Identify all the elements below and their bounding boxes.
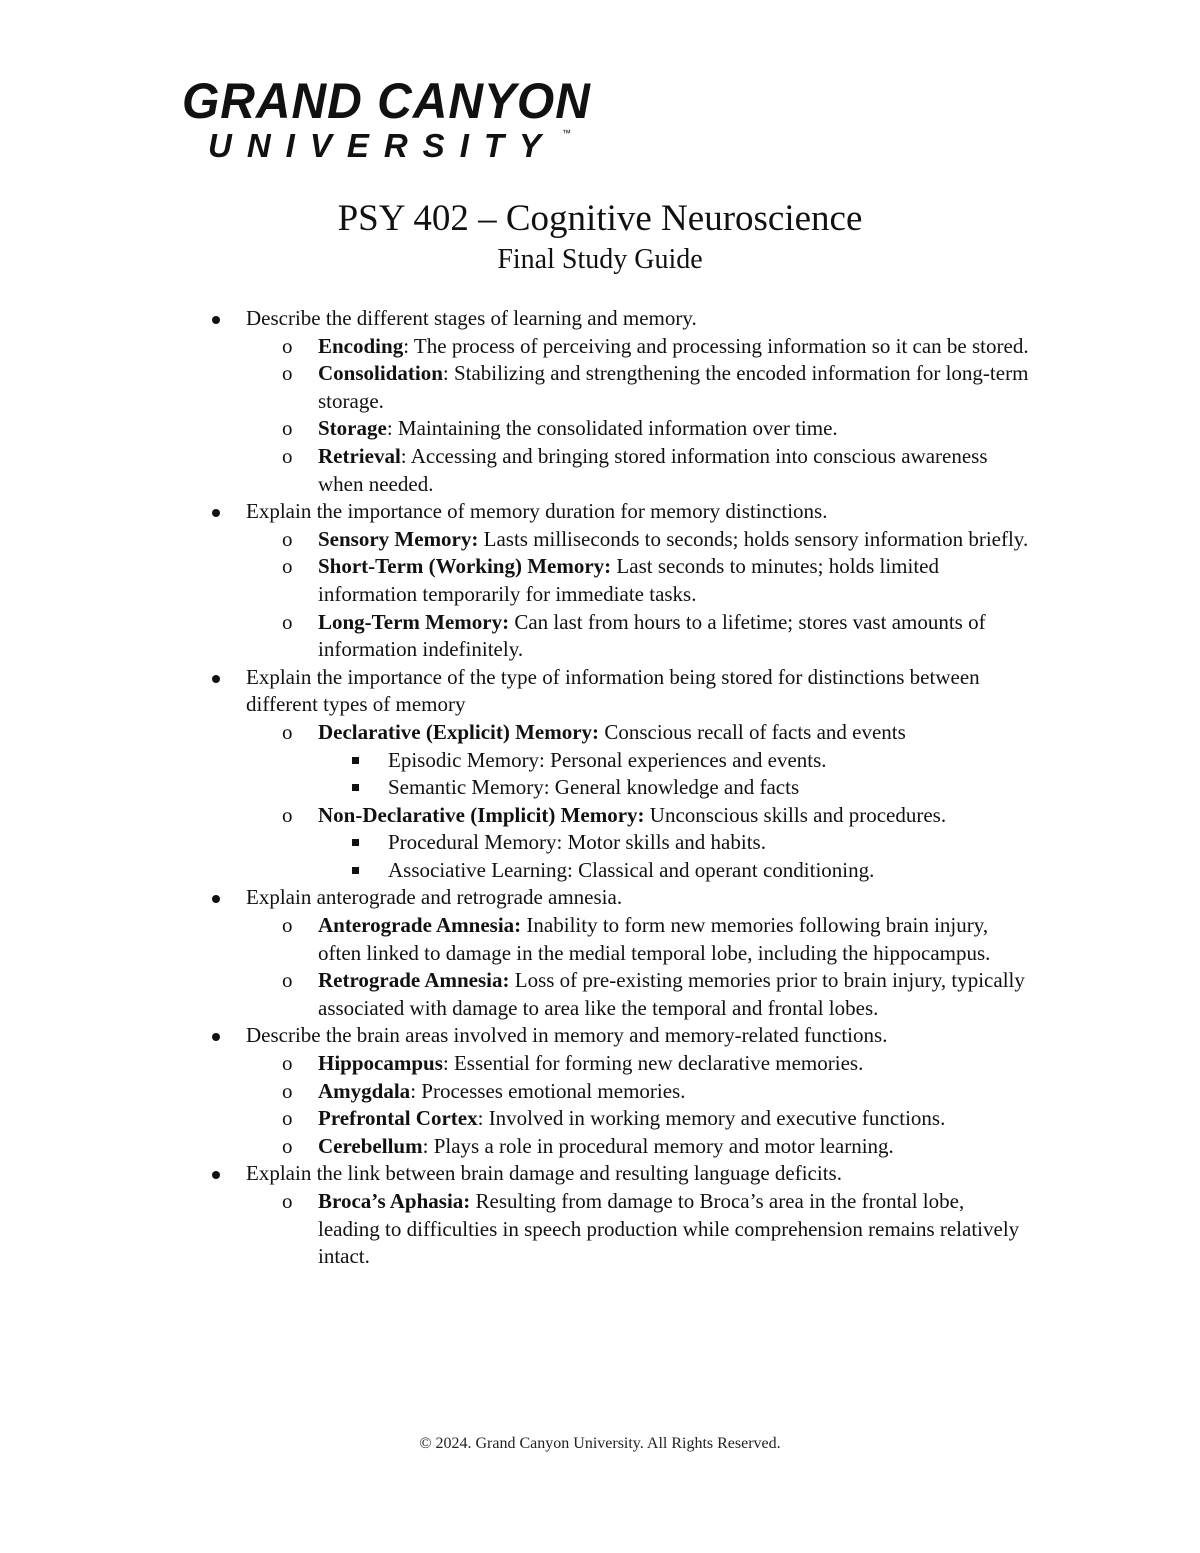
circle-bullet-icon: o <box>282 1051 293 1076</box>
circle-bullet-icon: o <box>282 1078 293 1103</box>
term: Sensory Memory: <box>318 526 479 551</box>
list-subsubitem <box>0 857 1200 885</box>
definition: Maintaining the consolidated information over time. <box>392 416 838 441</box>
list-subitem: o Storage: Maintaining the consolidated information over time. <box>0 415 1200 443</box>
term: Encoding <box>318 333 404 358</box>
page-title: PSY 402 – Cognitive Neuroscience <box>337 198 863 239</box>
term: Cerebellum <box>318 1133 423 1158</box>
circle-bullet-icon: o <box>282 968 293 993</box>
logo-university: UNIVERSITY <box>208 127 557 164</box>
term: Broca’s Aphasia: <box>318 1189 471 1213</box>
square-bullet-icon <box>352 784 359 791</box>
list-subitem: o Cerebellum: Plays a role in procedural memory and motor learning. <box>0 1133 1200 1161</box>
list-item <box>0 664 1200 719</box>
logo-grand-canyon: GRAND CANYON <box>182 73 591 129</box>
list-subitem: o Prefrontal Cortex: Involved in working memory and executive functions. <box>0 1105 1200 1133</box>
term: Prefrontal Cortex <box>318 1106 478 1131</box>
circle-bullet-icon: o <box>282 443 293 468</box>
list-item <box>0 884 1200 912</box>
question-text: Explain the importance of the type of information being stored for distinctions between different types of memory <box>246 664 980 717</box>
circle-bullet-icon: o <box>282 1133 293 1158</box>
circle-bullet-icon: o <box>282 526 293 551</box>
list-subitem <box>0 609 1200 664</box>
list-subsubitem <box>0 829 1200 857</box>
definition: The process of perceiving and processing information so it can be stored. <box>409 333 1029 358</box>
list-subitem: o Hippocampus: Essential for forming new declarative memories. <box>0 1050 1200 1078</box>
list-item <box>0 1022 1200 1050</box>
copyright-footer: © 2024. Grand Canyon University. All Rights Reserved. <box>419 1435 781 1452</box>
definition: Unconscious skills and procedures. <box>644 802 947 827</box>
circle-bullet-icon: o <box>282 719 293 744</box>
term: Retrograde Amnesia: <box>318 968 510 993</box>
circle-bullet-icon: o <box>282 1106 293 1131</box>
circle-bullet-icon: o <box>282 361 293 386</box>
question-text: Describe the brain areas involved in memory and memory-related functions. <box>246 1023 888 1048</box>
definition: Involved in working memory and executive functions. <box>483 1106 946 1131</box>
circle-bullet-icon: o <box>282 1189 293 1213</box>
list-subitem <box>0 719 1200 747</box>
university-logo <box>182 73 592 166</box>
circle-bullet-icon: o <box>282 802 293 827</box>
page-subtitle: Final Study Guide <box>497 244 703 275</box>
bullet-icon <box>212 675 220 683</box>
question-text: Explain the link between brain damage and resulting language deficits. <box>246 1161 842 1186</box>
bullet-icon <box>212 316 220 324</box>
list-item <box>0 1160 1200 1188</box>
term: Amygdala <box>318 1078 411 1103</box>
definition: Essential for forming new declarative memories. <box>448 1051 864 1076</box>
question-text: Describe the different stages of learning and memory. <box>246 306 697 330</box>
list-subitem: o Encoding: The process of perceiving and processing information so it can be stored. <box>0 333 1200 361</box>
term: Consolidation <box>318 361 443 386</box>
list-subitem: o Amygdala: Processes emotional memories. <box>0 1078 1200 1106</box>
term: Retrieval <box>318 443 401 468</box>
term: Anterograde Amnesia: <box>318 913 522 938</box>
definition: Can last from hours to a lifetime; stores vast amounts of information indefinitely. <box>318 609 986 662</box>
square-bullet-icon <box>352 867 359 874</box>
list-subitem <box>0 967 1200 1022</box>
term: Long-Term Memory: <box>318 609 510 634</box>
definition: Inability to form new memories following brain injury, often linked to damage in the medial temporal lobe, including the hippocampus. <box>318 913 991 965</box>
list-item <box>0 498 1200 526</box>
definition: Loss of pre-existing memories prior to brain injury, typically associated with damage to area like the temporal and frontal lobes. <box>318 968 1025 1020</box>
definition: Plays a role in procedural memory and motor learning. <box>428 1133 894 1158</box>
subitem-text: Procedural Memory: Motor skills and habits. <box>388 830 766 855</box>
square-bullet-icon <box>352 839 359 846</box>
question-text: Explain the importance of memory duration for memory distinctions. <box>246 499 828 524</box>
bullet-icon <box>212 1171 220 1179</box>
bullet-icon <box>212 895 220 903</box>
definition: Stabilizing and strengthening the encoded information for long-term storage. <box>318 361 1029 413</box>
square-bullet-icon <box>352 757 359 764</box>
bullet-icon <box>212 509 220 517</box>
definition: Accessing and bringing stored information into conscious awareness when needed. <box>318 443 988 496</box>
definition: Lasts milliseconds to seconds; holds sensory information briefly. <box>478 526 1029 551</box>
term: Storage <box>318 416 387 441</box>
term: Short-Term (Working) Memory: <box>318 554 612 579</box>
subitem-text: Semantic Memory: General knowledge and facts <box>388 775 800 800</box>
list-subitem <box>0 802 1200 830</box>
list-subitem: o Retrieval: Accessing and bringing stored information into conscious awareness when needed. <box>282 443 988 496</box>
subitem-text: Episodic Memory: Personal experiences and events. <box>388 747 827 772</box>
definition: Processes emotional memories. <box>416 1078 686 1103</box>
definition: Conscious recall of facts and events <box>599 719 906 744</box>
list-item <box>0 305 1200 333</box>
definition: Last seconds to minutes; holds limited information temporarily for immediate tasks. <box>318 554 939 606</box>
bullet-icon <box>212 1033 220 1041</box>
definition: Resulting from damage to Broca’s area in the frontal lobe, leading to difficulties in speech production while comprehension remains relatively intact. <box>318 1189 1020 1269</box>
circle-bullet-icon: o <box>282 416 293 441</box>
list-subitem <box>0 1188 1200 1271</box>
list-subitem <box>0 526 1200 554</box>
circle-bullet-icon: o <box>282 609 293 634</box>
list-subitem <box>0 553 1200 608</box>
subitem-text: Associative Learning: Classical and operant conditioning. <box>388 857 875 882</box>
list-subsubitem <box>0 774 1200 802</box>
term: Hippocampus <box>318 1051 443 1076</box>
question-text: Explain anterograde and retrograde amnesia. <box>246 885 623 910</box>
list-subsubitem <box>0 747 1200 775</box>
term: Non-Declarative (Implicit) Memory: <box>318 802 645 827</box>
list-subitem <box>0 912 1200 967</box>
term: Declarative (Explicit) Memory: <box>318 719 600 744</box>
list-subitem: o Consolidation: Stabilizing and strengthening the encoded information for long-term storage. <box>282 361 1029 413</box>
study-guide-list <box>0 305 1200 1271</box>
circle-bullet-icon: o <box>282 333 293 358</box>
circle-bullet-icon: o <box>282 554 293 579</box>
circle-bullet-icon: o <box>282 913 293 938</box>
logo-trademark: ™ <box>562 128 571 138</box>
